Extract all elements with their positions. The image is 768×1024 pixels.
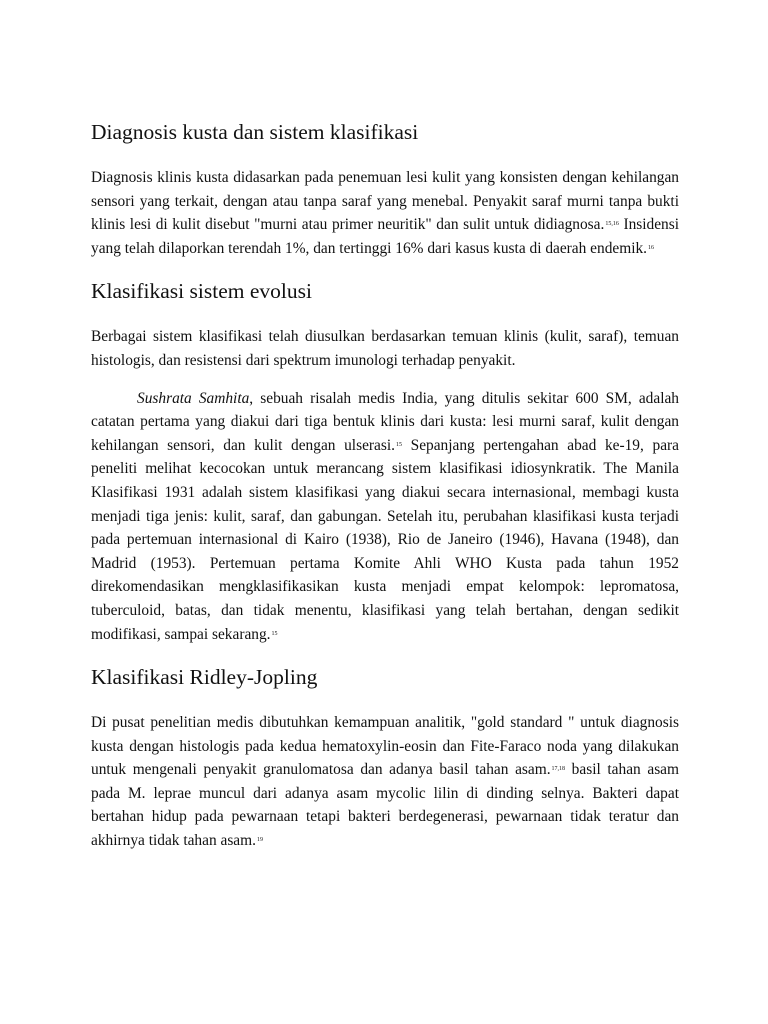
citation-reference: 17,18 [551, 766, 566, 773]
document-page [91, 118, 679, 853]
paragraph-classification-history [91, 387, 679, 647]
paragraph-text: Insidensi yang telah dilaporkan terendah 1%, dan tertinggi 16% dari kasus kusta di daerah endemik. [91, 216, 680, 257]
section-heading-diagnosis: Diagnosis kusta dan sistem klasifikasi [91, 120, 419, 144]
italic-title: Sushrata Samhita [137, 389, 250, 407]
paragraph-classification-intro: Berbagai sistem klasifikasi telah diusulkan berdasarkan temuan klinis (kulit, saraf), temuan histologis, dan resistensi dari spektrum imunologi terhadap penyakit. [91, 328, 679, 369]
citation-reference: 15,16 [605, 221, 619, 228]
citation-reference: 15 [271, 630, 278, 637]
paragraph-text: basil tahan asam pada M. leprae muncul dari adanya asam mycolic lilin di dinding selnya. Bakteri dapat bertahan hidup pada pewarnaan tetapi bakteri berdegenerasi, pewarnaan tidak teratur dan akhirnya tidak tahan asam. [91, 761, 679, 850]
section-heading-evolution: Klasifikasi sistem evolusi [91, 279, 312, 304]
citation-reference: 19 [256, 837, 263, 844]
citation-reference: 16 [648, 244, 655, 251]
paragraph-text: Diagnosis klinis kusta didasarkan pada penemuan lesi kulit yang konsisten dengan kehilangan sensori yang terkait, dengan atau tanpa saraf yang menebal. Penyakit saraf murni tanpa bukti klinis lesi di kulit disebut "murni atau primer neuritik" dan sulit untuk didiagnosa. [91, 169, 679, 234]
paragraph-text: Di pusat penelitian medis dibutuhkan kemampuan analitik, "gold standard " untuk diagnosis kusta dengan histologis pada kedua hematoxylin-eosin dan Fite-Faraco noda yang dilakukan untuk mengenali penyakit granulomatosa dan adanya basil tahan asam. [91, 714, 679, 779]
paragraph-text: , sebuah risalah medis India, yang ditulis sekitar 600 SM, adalah catatan pertama yang diakui dari tiga bentuk klinis dari kusta: lesi murni saraf, kulit dengan kehilangan sensori, dan kulit dengan ulserasi. [91, 389, 679, 454]
paragraph-ridley-jopling [91, 711, 679, 853]
section-heading-ridley-jopling: Klasifikasi Ridley-Jopling [91, 665, 318, 690]
paragraph-text: Sepanjang pertengahan abad ke-19, para peneliti melihat kecocokan untuk merancang sistem klasifikasi idiosynkratik. The Manila Klasifikasi 1931 adalah sistem klasifikasi yang diakui secara internasional, membagi kusta menjadi tiga jenis: kulit, saraf, dan gabungan. Setelah itu, perubahan klasifikasi kusta terjadi pada pertemuan internasional di Kairo (1938), Rio de Janeiro (1946), Havana (1948), dan Madrid (1953). Pertemuan pertama Komite Ahli WHO Kusta pada tahun 1952 direkomendasikan mengklasifikasikan kusta menjadi empat kelompok: lepromatosa, tuberculoid, batas, dan tidak menentu, klasifikasi yang telah bertahan, dengan sedikit modifikasi, sampai sekarang. [91, 436, 679, 643]
paragraph-diagnosis [91, 166, 679, 260]
citation-reference: 15 [395, 441, 402, 448]
